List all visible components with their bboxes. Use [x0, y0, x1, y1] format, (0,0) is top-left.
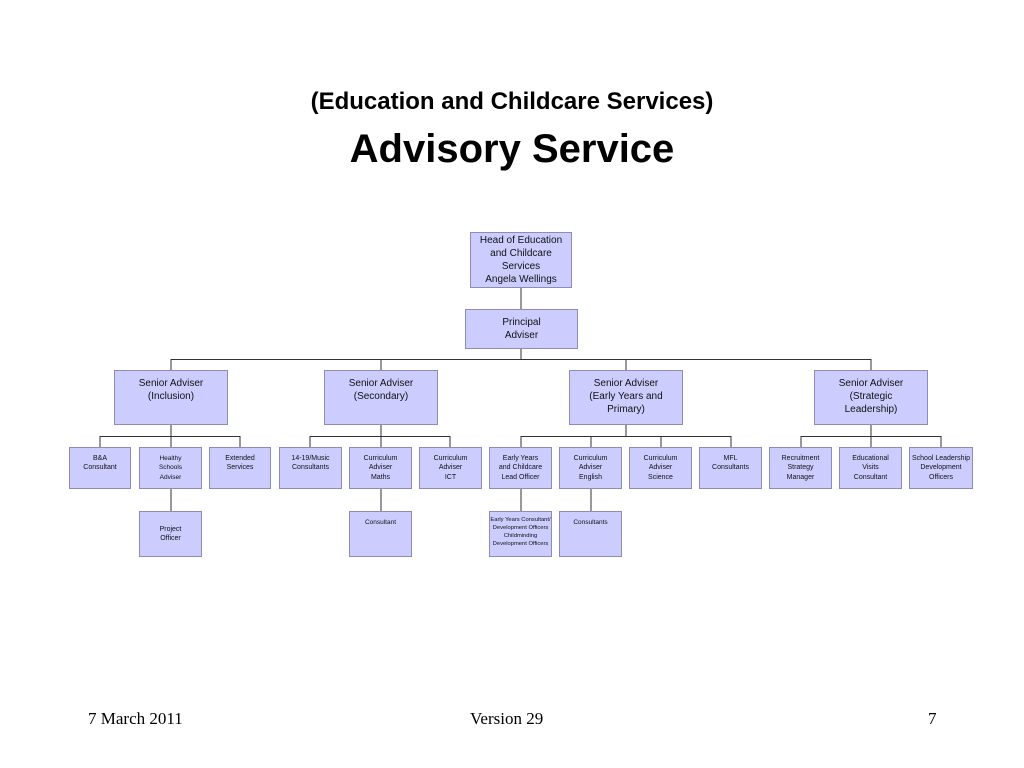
org-box-maths-consultant: Consultant: [349, 511, 412, 557]
org-box-curriculum-science: Curriculum Adviser Science: [629, 447, 692, 489]
org-box-senior-secondary: Senior Adviser (Secondary): [324, 370, 438, 425]
org-box-early-years-consultants: Early Years Consultant/ Development Officers Childminding Development Officers: [489, 511, 552, 557]
slide-title: Advisory Service: [349, 127, 675, 171]
footer-page-number: 7: [928, 709, 937, 728]
org-box-curriculum-english: Curriculum Adviser English: [559, 447, 622, 489]
org-box-principal-adviser: Principal Adviser: [465, 309, 578, 349]
org-box-extended-services: Extended Services: [209, 447, 271, 489]
org-box-mfl-consultants: MFL Consultants: [699, 447, 762, 489]
org-box-early-years-lead: Early Years and Childcare Lead Officer: [489, 447, 552, 489]
org-box-educational-visits: Educational Visits Consultant: [839, 447, 902, 489]
slide-subtitle: (Education and Childcare Services): [310, 88, 714, 115]
org-box-english-consultants: Consultants: [559, 511, 622, 557]
footer-date: 7 March 2011: [88, 709, 183, 728]
org-box-senior-inclusion: Senior Adviser (Inclusion): [114, 370, 228, 425]
org-box-music-consultants: 14-19/Music Consultants: [279, 447, 342, 489]
org-box-curriculum-maths: Curriculum Adviser Maths: [349, 447, 412, 489]
org-box-recruitment-strategy: Recruitment Strategy Manager: [769, 447, 832, 489]
org-box-senior-early-years-primary: Senior Adviser (Early Years and Primary): [569, 370, 683, 425]
org-box-project-officer: Project Officer: [139, 511, 202, 557]
footer-version: Version 29: [470, 709, 544, 728]
org-box-ba-consultant: B&A Consultant: [69, 447, 131, 489]
org-box-head: Head of Education and Childcare Services Angela Wellings: [470, 232, 572, 288]
org-box-curriculum-ict: Curriculum Adviser ICT: [419, 447, 482, 489]
org-box-senior-strategic-leadership: Senior Adviser (Strategic Leadership): [814, 370, 928, 425]
org-box-school-leadership: School Leadership Development Officers: [909, 447, 973, 489]
org-box-healthy-schools-adviser: Healthy Schools Adviser: [139, 447, 202, 489]
